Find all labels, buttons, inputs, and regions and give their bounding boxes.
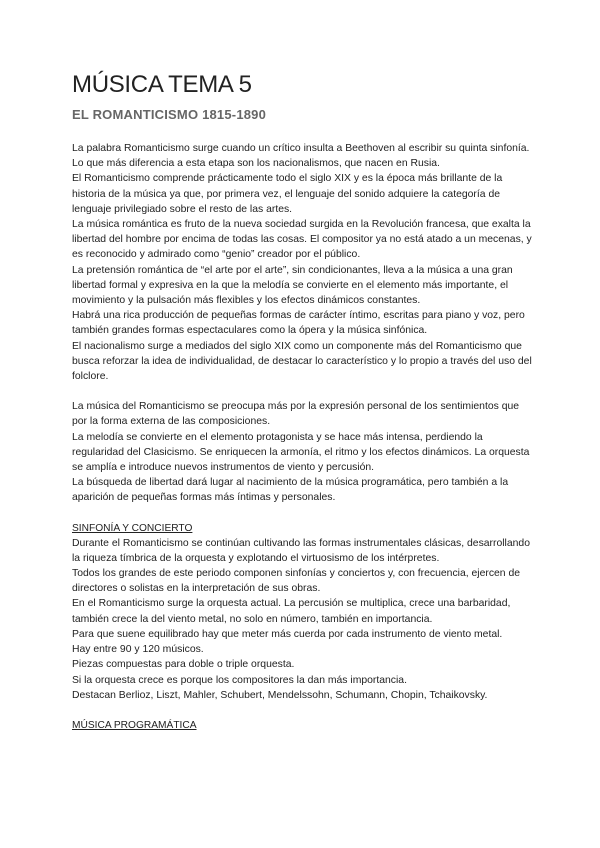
intro-block: [72, 141, 532, 384]
paragraph: Lo que más diferencia a esta etapa son los nacionalismos, que nacen en Rusia.: [72, 158, 440, 170]
paragraph: Hay entre 90 y 120 músicos.: [72, 644, 204, 656]
document-page: [72, 70, 532, 733]
paragraph: Para que suene equilibrado hay que meter más cuerda por cada instrumento de viento metal.: [72, 628, 503, 640]
paragraph: Todos los grandes de este periodo componen sinfonías y conciertos y, con frecuencia, ejercen de directores o solistas en la interpretación de sus obras.: [72, 568, 521, 595]
section-sinfonia-concierto: [72, 521, 532, 703]
paragraph: La música del Romanticismo se preocupa más por la expresión personal de los sentimientos que por la forma externa de las composiciones.: [72, 401, 520, 428]
paragraph: Habrá una rica producción de pequeñas formas de carácter íntimo, escritas para piano y voz, pero también grandes formas espectaculares como la ópera y la música sinfónica.: [72, 310, 525, 337]
paragraph: El Romanticismo comprende prácticamente todo el siglo XIX y es la época más brillante de la historia de la música ya que, por primera vez, el lenguaje del sonido adquiere la categoría de lenguaje privilegiado sobre el resto de las artes.: [72, 173, 503, 215]
page-subtitle: EL ROMANTICISMO 1815-1890: [72, 107, 267, 122]
paragraph: La búsqueda de libertad dará lugar al nacimiento de la música programática, pero también a la aparición de pequeñas formas más íntimas y personales.: [72, 477, 509, 504]
paragraph: La palabra Romanticismo surge cuando un crítico insulta a Beethoven al escribir su quinta sinfonía.: [72, 143, 530, 154]
document-body: [72, 141, 532, 733]
section-heading: SINFONÍA Y CONCIERTO: [72, 522, 193, 534]
section-heading: MÚSICA PROGRAMÁTICA: [72, 719, 197, 731]
paragraph: Destacan Berlioz, Liszt, Mahler, Schubert, Mendelssohn, Schumann, Chopin, Tchaikovsky.: [72, 689, 488, 701]
paragraph: El nacionalismo surge a mediados del siglo XIX como un componente más del Romanticismo que busca reforzar la idea de individualidad, de destacar lo característico y lo propio a través del uso del folclore.: [72, 340, 532, 383]
paragraph: Durante el Romanticismo se continúan cultivando las formas instrumentales clásicas, desarrollando la riqueza tímbrica de la orquesta y explotando el virtuosismo de los intérpretes.: [72, 537, 530, 564]
paragraph: La música romántica es fruto de la nueva sociedad surgida en la Revolución francesa, que exalta la libertad del hombre por encima de todas las cosas. El compositor ya no está atado a un mecenas, y es reconocido y admirado como “genio” creador por el público.: [72, 219, 532, 261]
summary-block: [72, 399, 532, 505]
paragraph: Piezas compuestas para doble o triple orquesta.: [72, 659, 295, 671]
paragraph: Si la orquesta crece es porque los compositores la dan más importancia.: [72, 674, 407, 686]
section-musica-programatica: [72, 718, 532, 733]
paragraph: La pretensión romántica de “el arte por el arte”, sin condicionantes, lleva a la música a una gran libertad formal y expresiva en la que la melodía se convierte en el elemento más importante, el movimiento y la pulsación más flexibles y los efectos dinámicos constantes.: [72, 264, 513, 307]
paragraph: La melodía se convierte en el elemento protagonista y se hace más intensa, perdiendo la regularidad del Clasicismo. Se enriquecen la armonía, el ritmo y los efectos dinámicos. La orquesta se amplía e introduce nuevos instrumentos de viento y percusión.: [72, 431, 530, 474]
paragraph: En el Romanticismo surge la orquesta actual. La percusión se multiplica, crece una barbaridad, también crece la del viento metal, no solo en número, también en importancia.: [72, 598, 511, 625]
page-title: MÚSICA TEMA 5: [72, 71, 252, 98]
